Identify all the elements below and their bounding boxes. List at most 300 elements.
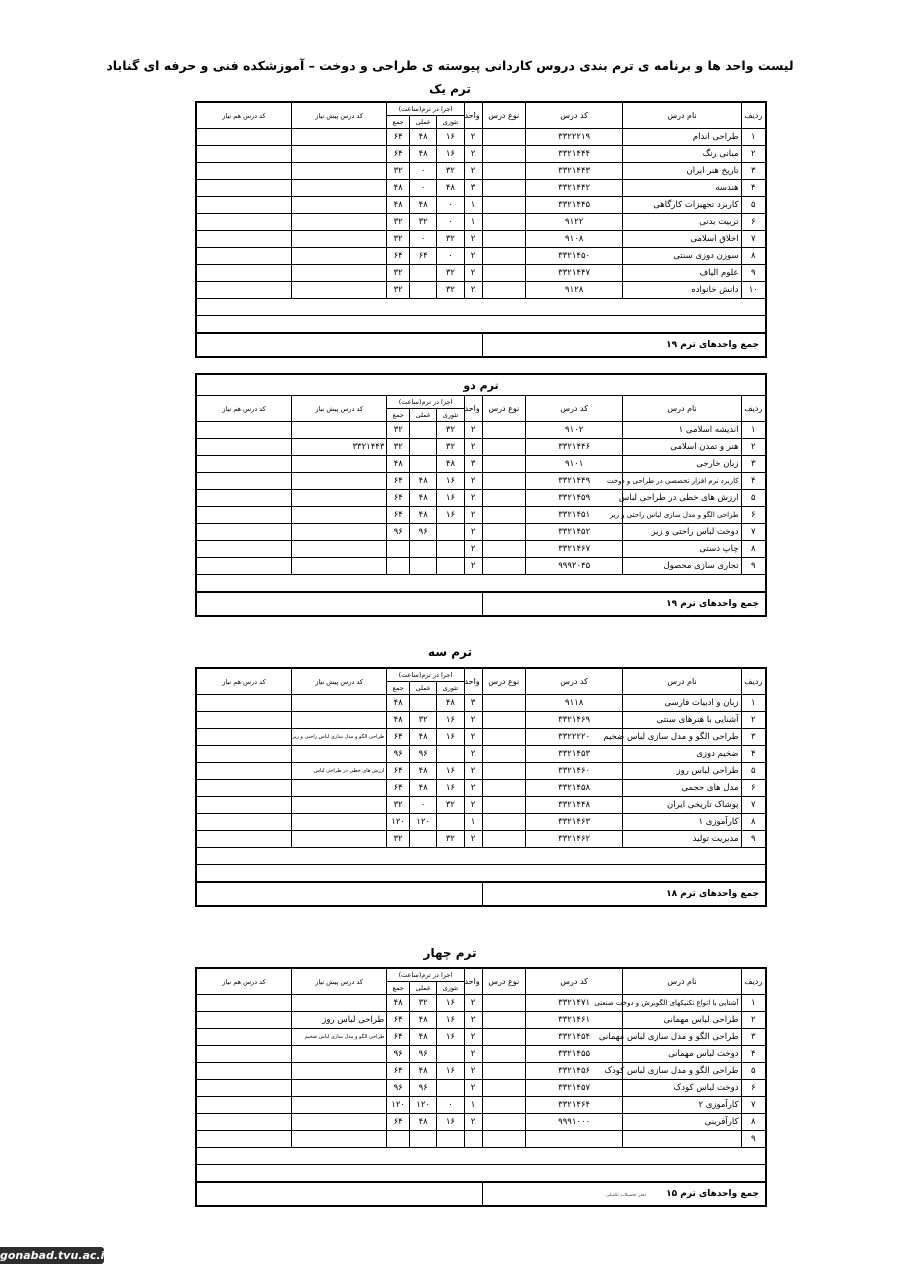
cell-practical: ۴۸: [410, 507, 437, 524]
cell-prerequisite: [291, 695, 386, 712]
term-total-value: ۱۸: [666, 889, 678, 899]
cell-prerequisite: ارزش های خطی در طراحی لباس: [291, 763, 386, 780]
cell-corequisite: [196, 558, 292, 575]
cell-total-hours: ۱۲۰: [387, 1097, 410, 1114]
cell-course-code: ۹۱۲۸: [525, 282, 623, 299]
cell-radif: ۸: [741, 541, 766, 558]
cell-corequisite: [196, 1131, 291, 1148]
header-type: نوع درس: [482, 102, 525, 129]
cell-course-code: ۳۳۲۱۴۷۱: [525, 995, 623, 1012]
cell-practical: [410, 422, 437, 439]
header-vahed: واحد: [464, 396, 482, 422]
term-total: [482, 882, 766, 906]
cell-course-name: کاربرد نرم افزار تخصصی در طراحی و دوخت: [623, 473, 741, 490]
cell-total-hours: ۶۴: [387, 507, 410, 524]
cell-corequisite: [196, 231, 291, 248]
cell-radif: ۶: [741, 507, 766, 524]
cell-practical: [410, 1131, 437, 1148]
cell-prerequisite: طراحی الگو و مدل سازی لباس ضخیم: [291, 1029, 386, 1046]
header-theory: تئوری: [437, 116, 464, 129]
cell-radif: ۹: [741, 558, 766, 575]
cell-theory: ۳۲: [437, 163, 464, 180]
cell-course-type: [482, 1080, 525, 1097]
cell-course-name: چاپ دستی: [623, 541, 741, 558]
cell-course-code: ۹۱۰۱: [525, 456, 623, 473]
header-code: کد درس: [525, 668, 623, 695]
term-3-table: [195, 667, 767, 907]
cell-prerequisite: [291, 163, 386, 180]
cell-course-code: ۳۳۲۱۴۵۲: [525, 524, 623, 541]
cell-course-name: کارآموزی ۱: [623, 814, 741, 831]
header-prereq: کد درس پیش نیاز: [291, 668, 386, 695]
blank-row: [196, 316, 766, 334]
cell-units: ۲: [464, 439, 482, 456]
cell-theory: ۴۸: [437, 180, 464, 197]
cell-prerequisite: طراحی لباس روز: [291, 1012, 386, 1029]
cell-course-code: ۳۳۲۱۴۶۴: [525, 1097, 623, 1114]
cell-units: ۲: [464, 558, 482, 575]
cell-total-hours: ۳۲: [387, 422, 410, 439]
cell-prerequisite: [291, 214, 386, 231]
cell-practical: ۹۶: [410, 1046, 437, 1063]
cell-course-code: ۹۱۰۸: [525, 231, 623, 248]
cell-theory: ۱۶: [437, 1114, 464, 1131]
table-row: [196, 265, 766, 282]
cell-units: ۲: [464, 1080, 482, 1097]
cell-units: ۲: [464, 1012, 482, 1029]
cell-practical: ۰: [410, 180, 437, 197]
cell-radif: ۹: [741, 265, 766, 282]
term-title: ترم دو: [196, 374, 766, 396]
cell-practical: ۴۸: [410, 473, 437, 490]
cell-theory: ۰: [437, 248, 464, 265]
cell-course-name: مدل های حجمی: [623, 780, 741, 797]
cell-corequisite: [196, 473, 292, 490]
cell-units: ۳: [464, 180, 482, 197]
cell-practical: [410, 541, 437, 558]
cell-course-code: ۳۳۲۱۴۴۵: [525, 197, 623, 214]
cell-practical: ۴۸: [410, 1114, 437, 1131]
cell-theory: ۳۲: [437, 422, 464, 439]
cell-course-type: [482, 146, 525, 163]
table-row: [196, 282, 766, 299]
header-radif: ردیف: [741, 968, 766, 995]
cell-total-hours: ۶۴: [387, 1012, 410, 1029]
cell-total-hours: ۶۴: [387, 490, 410, 507]
cell-course-code: ۳۳۲۱۴۴۴: [525, 146, 623, 163]
cell-course-name: دوخت لباس مهمانی: [623, 1046, 741, 1063]
cell-prerequisite: طراحی الگو و مدل سازی لباس راحتی و زیر: [291, 729, 386, 746]
cell-course-code: ۹۱۲۲: [525, 214, 623, 231]
cell-units: ۲: [464, 146, 482, 163]
cell-prerequisite: [291, 265, 386, 282]
header-type: نوع درس: [482, 968, 525, 995]
blank-cell: [196, 316, 766, 334]
header-total: جمع: [387, 409, 410, 422]
cell-prerequisite: [291, 146, 386, 163]
total-row-empty: [196, 592, 482, 616]
cell-course-code: ۳۳۲۱۴۵۹: [525, 490, 623, 507]
cell-total-hours: ۶۴: [387, 1114, 410, 1131]
cell-practical: [410, 265, 437, 282]
cell-theory: ۴۸: [437, 456, 464, 473]
cell-course-name: مدیریت تولید: [623, 831, 741, 848]
cell-course-type: [482, 456, 525, 473]
cell-radif: ۱: [741, 422, 766, 439]
header-vahed: واحد: [464, 102, 482, 129]
cell-units: ۱: [464, 1097, 482, 1114]
cell-corequisite: [196, 197, 291, 214]
cell-corequisite: [196, 180, 291, 197]
blank-cell: [196, 1148, 766, 1165]
cell-prerequisite: [291, 1114, 386, 1131]
cell-total-hours: ۳۲: [387, 214, 410, 231]
cell-corequisite: [196, 995, 291, 1012]
table-row: [196, 197, 766, 214]
cell-theory: ۱۶: [437, 129, 464, 146]
cell-radif: ۵: [741, 490, 766, 507]
cell-total-hours: [387, 558, 410, 575]
cell-prerequisite: [291, 197, 386, 214]
cell-radif: ۴: [741, 746, 766, 763]
table-row: [196, 473, 766, 490]
cell-practical: ۴۸: [410, 129, 437, 146]
cell-total-hours: ۶۴: [387, 248, 410, 265]
cell-prerequisite: [291, 780, 386, 797]
cell-theory: ۱۶: [437, 1063, 464, 1080]
cell-prerequisite: [291, 797, 386, 814]
header-coreq: کد درس هم نیاز: [196, 396, 292, 422]
header-coreq: کد درس هم نیاز: [196, 102, 291, 129]
header-prereq: کد درس پیش نیاز: [292, 396, 387, 422]
cell-radif: ۴: [741, 1046, 766, 1063]
cell-radif: ۶: [741, 1080, 766, 1097]
header-code: کد درس: [525, 102, 623, 129]
cell-corequisite: [196, 490, 292, 507]
cell-course-code: ۳۳۲۱۴۴۸: [525, 797, 623, 814]
cell-course-type: [482, 214, 525, 231]
cell-units: ۲: [464, 797, 482, 814]
cell-course-code: ۳۳۲۲۲۱۹: [525, 129, 623, 146]
cell-corequisite: [196, 439, 292, 456]
cell-units: ۲: [464, 1114, 482, 1131]
cell-course-code: ۳۳۲۱۴۶۹: [525, 712, 623, 729]
cell-practical: ۱۲۰: [410, 1097, 437, 1114]
header-coreq: کد درس هم نیاز: [196, 968, 291, 995]
table-row: [196, 1012, 766, 1029]
table-row: [196, 1029, 766, 1046]
cell-corequisite: [196, 1029, 291, 1046]
cell-corequisite: [196, 248, 291, 265]
cell-theory: [437, 541, 464, 558]
cell-total-hours: ۳۲: [387, 231, 410, 248]
cell-units: ۲: [464, 729, 482, 746]
cell-total-hours: [387, 1131, 410, 1148]
cell-total-hours: ۶۴: [387, 473, 410, 490]
cell-units: ۱: [464, 814, 482, 831]
cell-radif: ۲: [741, 146, 766, 163]
cell-theory: ۱۶: [437, 995, 464, 1012]
header-total: جمع: [387, 116, 410, 129]
cell-radif: ۷: [741, 524, 766, 541]
cell-theory: ۱۶: [437, 763, 464, 780]
table-row: [196, 231, 766, 248]
cell-practical: ۳۲: [410, 712, 437, 729]
cell-theory: ۱۶: [437, 507, 464, 524]
cell-course-code: ۳۳۲۱۴۵۴: [525, 1029, 623, 1046]
cell-units: ۱: [464, 197, 482, 214]
cell-theory: [437, 524, 464, 541]
cell-units: ۲: [464, 995, 482, 1012]
cell-course-type: [482, 1046, 525, 1063]
cell-radif: ۷: [741, 797, 766, 814]
cell-theory: ۱۶: [437, 146, 464, 163]
cell-course-name: اندیشه اسلامی ۱: [623, 422, 741, 439]
cell-total-hours: ۴۸: [387, 456, 410, 473]
cell-practical: ۳۲: [410, 214, 437, 231]
table-row: [196, 746, 766, 763]
cell-course-type: [482, 490, 525, 507]
cell-units: ۳: [464, 695, 482, 712]
header-total: جمع: [387, 982, 410, 995]
cell-theory: [437, 1131, 464, 1148]
cell-prerequisite: [291, 1097, 386, 1114]
total-row-empty: [196, 333, 482, 357]
total-row-empty: [196, 1182, 482, 1206]
cell-course-type: [482, 695, 525, 712]
cell-radif: ۸: [741, 248, 766, 265]
cell-units: ۲: [464, 422, 482, 439]
table-row: [196, 214, 766, 231]
term-3-title: ترم سه: [427, 645, 473, 659]
table-row: [196, 763, 766, 780]
cell-course-name: طراحی لباس مهمانی: [623, 1012, 741, 1029]
cell-course-type: [482, 282, 525, 299]
cell-course-code: ۳۳۲۱۴۵۵: [525, 1046, 623, 1063]
table-row: [196, 814, 766, 831]
term-4-title: ترم چهار: [423, 946, 477, 960]
cell-course-name: اخلاق اسلامی: [623, 231, 741, 248]
cell-practical: ۹۶: [410, 746, 437, 763]
cell-radif: ۵: [741, 197, 766, 214]
cell-corequisite: [196, 163, 291, 180]
cell-theory: ۱۶: [437, 712, 464, 729]
cell-course-code: ۹۹۹۲۰۴۵: [525, 558, 623, 575]
cell-corequisite: [196, 1063, 291, 1080]
blank-cell: [196, 575, 766, 593]
cell-theory: ۳۲: [437, 265, 464, 282]
cell-course-type: [482, 422, 525, 439]
cell-course-name: تاریخ هنر ایران: [623, 163, 741, 180]
cell-prerequisite: [291, 1063, 386, 1080]
table-row: [196, 831, 766, 848]
cell-prerequisite: [292, 507, 387, 524]
cell-radif: ۱: [741, 129, 766, 146]
table-row: [196, 248, 766, 265]
cell-radif: ۱: [741, 695, 766, 712]
cell-course-type: [482, 180, 525, 197]
cell-radif: ۶: [741, 214, 766, 231]
cell-prerequisite: [291, 746, 386, 763]
cell-radif: ۲: [741, 1012, 766, 1029]
cell-corequisite: [196, 712, 291, 729]
cell-course-code: ۳۳۲۱۴۵۷: [525, 1080, 623, 1097]
cell-corequisite: [196, 746, 291, 763]
cell-units: ۲: [464, 1046, 482, 1063]
cell-total-hours: ۳۲: [387, 265, 410, 282]
cell-practical: [410, 282, 437, 299]
cell-theory: ۳۲: [437, 439, 464, 456]
cell-theory: ۴۸: [437, 695, 464, 712]
table-row: [196, 490, 766, 507]
header-code: کد درس: [525, 968, 623, 995]
cell-prerequisite: [292, 558, 387, 575]
cell-corequisite: [196, 282, 291, 299]
cell-course-type: [482, 1114, 525, 1131]
cell-course-type: [482, 163, 525, 180]
cell-corequisite: [196, 729, 291, 746]
cell-theory: ۱۶: [437, 473, 464, 490]
cell-radif: ۲: [741, 712, 766, 729]
cell-course-type: [482, 780, 525, 797]
cell-corequisite: [196, 797, 291, 814]
cell-course-code: ۳۳۲۱۴۶۷: [525, 541, 623, 558]
cell-radif: ۳: [741, 729, 766, 746]
cell-theory: ۳۲: [437, 831, 464, 848]
term-total: [482, 1182, 766, 1206]
cell-practical: ۴۸: [410, 729, 437, 746]
cell-practical: ۳۲: [410, 995, 437, 1012]
term-2-table: [195, 373, 767, 617]
cell-radif: ۴: [741, 180, 766, 197]
cell-practical: [410, 831, 437, 848]
header-name: نام درس: [623, 102, 741, 129]
cell-units: ۲: [464, 248, 482, 265]
blank-cell: [196, 865, 766, 883]
cell-practical: ۰: [410, 163, 437, 180]
term-total-value: ۱۹: [666, 340, 678, 350]
cell-corequisite: [196, 541, 292, 558]
cell-units: ۲: [464, 231, 482, 248]
cell-theory: ۳۲: [437, 231, 464, 248]
table-row: [196, 1080, 766, 1097]
total-row-empty: [196, 882, 482, 906]
cell-course-type: [482, 831, 525, 848]
cell-course-name: طراحی الگو و مدل سازی لباس ضخیم: [623, 729, 741, 746]
cell-units: ۲: [464, 490, 482, 507]
cell-course-type: [482, 197, 525, 214]
cell-total-hours: ۶۴: [387, 763, 410, 780]
cell-theory: [437, 746, 464, 763]
cell-radif: ۴: [741, 473, 766, 490]
blank-cell: [196, 1165, 766, 1183]
cell-prerequisite: ۳۳۲۱۴۴۳: [292, 439, 387, 456]
table-row: [196, 507, 766, 524]
document-title: لیست واحد ها و برنامه ی ترم بندی دروس کاردانی پیوسته ی طراحی و دوخت – آموزشکده فنی و حرفه ای گناباد: [106, 58, 794, 73]
cell-course-name: کارآموزی ۲: [623, 1097, 741, 1114]
cell-course-code: [525, 1131, 623, 1148]
cell-practical: [410, 456, 437, 473]
cell-total-hours: ۶۴: [387, 1063, 410, 1080]
cell-course-name: طراحی اندام: [623, 129, 741, 146]
blank-row: [196, 575, 766, 593]
table-row: [196, 995, 766, 1012]
header-vahed: واحد: [464, 668, 482, 695]
cell-prerequisite: [291, 831, 386, 848]
cell-practical: ۱۲۰: [410, 814, 437, 831]
header-type: نوع درس: [482, 396, 525, 422]
cell-corequisite: [196, 1012, 291, 1029]
table-row: [196, 558, 766, 575]
cell-units: [464, 1131, 482, 1148]
cell-corequisite: [196, 214, 291, 231]
cell-course-type: [482, 439, 525, 456]
cell-theory: ۱۶: [437, 1029, 464, 1046]
cell-corequisite: [196, 1097, 291, 1114]
cell-corequisite: [196, 780, 291, 797]
cell-practical: [410, 695, 437, 712]
table-row: [196, 439, 766, 456]
cell-total-hours: ۶۴: [387, 129, 410, 146]
cell-course-type: [482, 507, 525, 524]
cell-course-code: ۳۳۲۱۴۴۷: [525, 265, 623, 282]
header-practical: عملی: [410, 982, 437, 995]
header-radif: ردیف: [741, 668, 766, 695]
cell-course-code: ۹۱۰۲: [525, 422, 623, 439]
cell-units: ۲: [464, 473, 482, 490]
cell-course-code: ۳۳۲۲۲۲۰: [525, 729, 623, 746]
cell-prerequisite: [291, 248, 386, 265]
table-row: [196, 695, 766, 712]
term-total-value: ۱۵: [666, 1189, 678, 1199]
cell-course-type: [482, 558, 525, 575]
cell-course-type: [482, 1131, 525, 1148]
cell-total-hours: ۱۲۰: [387, 814, 410, 831]
cell-prerequisite: [291, 282, 386, 299]
cell-course-name: علوم الیاف: [623, 265, 741, 282]
cell-course-name: تجاری سازی محصول: [623, 558, 741, 575]
cell-radif: ۳: [741, 163, 766, 180]
cell-units: ۲: [464, 507, 482, 524]
site-url-badge[interactable]: gonabad.tvu.ac.ir: [0, 1249, 110, 1262]
cell-course-code: ۹۹۹۱۰۰۰: [525, 1114, 623, 1131]
header-total: جمع: [387, 682, 410, 695]
cell-course-type: [482, 248, 525, 265]
term-total-label: جمع واحدهای ترم: [680, 889, 759, 899]
table-row: [196, 797, 766, 814]
table-row: [196, 129, 766, 146]
blank-row: [196, 848, 766, 865]
header-practical: عملی: [410, 682, 437, 695]
cell-corequisite: [196, 831, 291, 848]
table-row: [196, 524, 766, 541]
header-radif: ردیف: [741, 396, 766, 422]
cell-course-type: [482, 524, 525, 541]
header-theory: تئوری: [437, 682, 464, 695]
cell-total-hours: ۶۴: [387, 146, 410, 163]
table-row: [196, 180, 766, 197]
cell-course-name: طراحی الگو و مدل سازی لباس مهمانی: [623, 1029, 741, 1046]
cell-theory: ۰: [437, 1097, 464, 1114]
header-code: کد درس: [525, 396, 623, 422]
cell-theory: [437, 558, 464, 575]
cell-course-code: ۳۳۲۱۴۵۰: [525, 248, 623, 265]
header-practical: عملی: [410, 116, 437, 129]
cell-course-code: ۳۳۲۱۴۵۶: [525, 1063, 623, 1080]
cell-theory: ۱۶: [437, 1012, 464, 1029]
cell-practical: ۴۸: [410, 1029, 437, 1046]
cell-course-type: [482, 473, 525, 490]
